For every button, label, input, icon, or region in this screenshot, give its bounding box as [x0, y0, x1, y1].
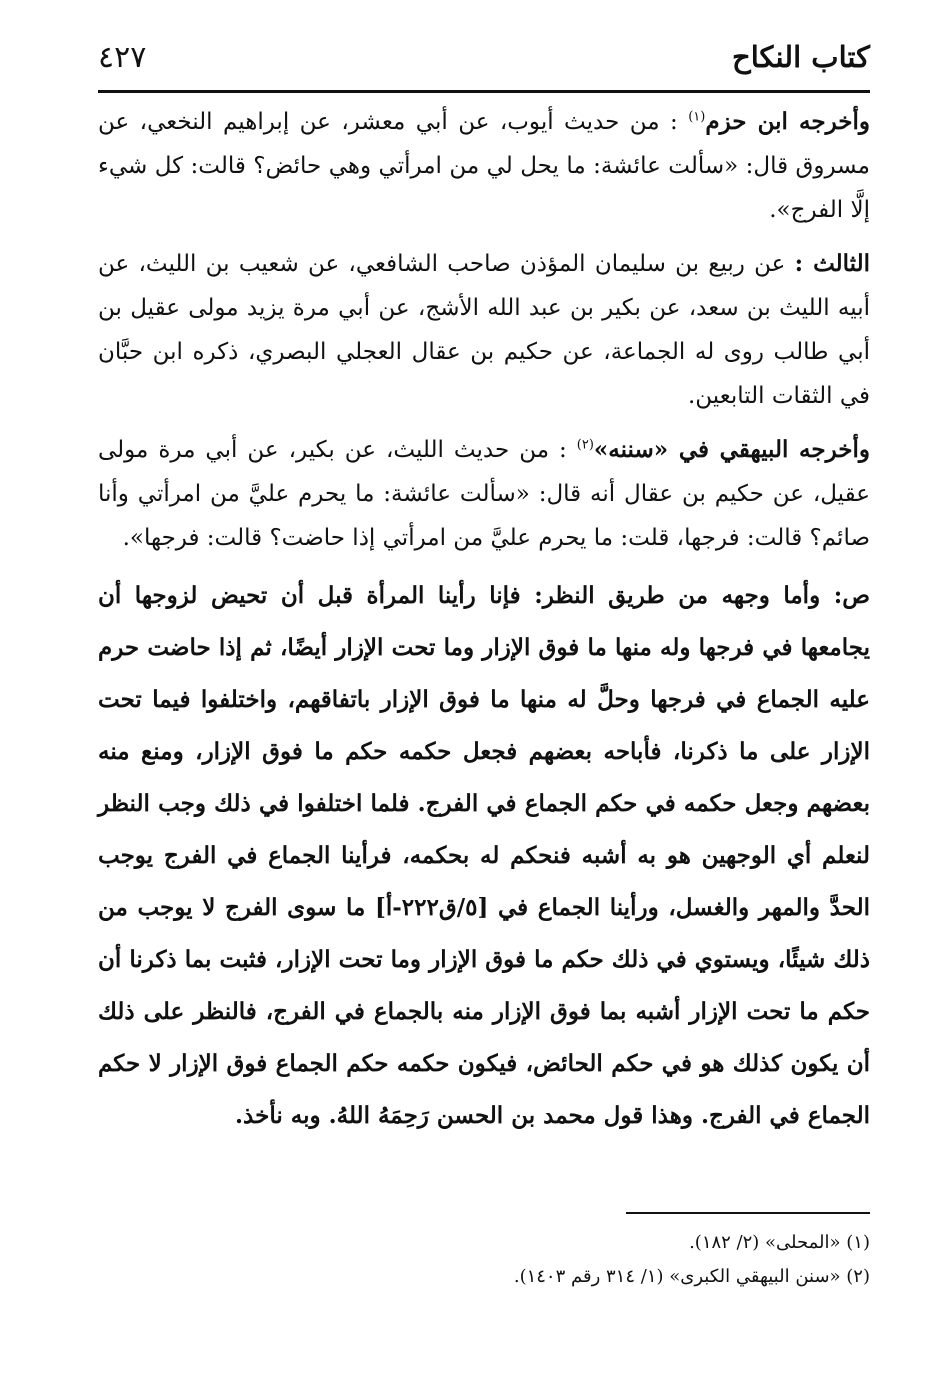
paragraph-text: عن ربيع بن سليمان المؤذن صاحب الشافعي، عن شعيب بن الليث، عن أبيه الليث بن سعد، عن بكير بن عبد الله الأشج، عن أبي مرة يزيد مولى عقيل بن أبي طالب روى له الجماعة، عن حكيم بن عقال العجلي البصري، ذكره ابن حبَّان في الثقات التابعين.: [98, 251, 870, 409]
main-text: [98, 100, 870, 1152]
paragraph-text: : من حديث الليث، عن بكير، عن أبي مرة مولى عقيل، عن حكيم بن عقال أنه قال: «سألت عائشة: ما يحرم عليَّ من امرأتي وأنا صائم؟ قالت: فرجها، قلت: ما يحرم عليَّ من امرأتي إذا حاضت؟ قالت: فرجها».: [98, 437, 870, 551]
footnote-2: (٢) «سنن البيهقي الكبرى» (١/ ٣١٤ رقم ١٤٠٣).: [513, 1266, 870, 1287]
header-rule: [98, 90, 870, 93]
footnote-rule: [626, 1212, 870, 1214]
paragraph-bayhaqi: [98, 428, 870, 560]
footnote-ref: (٢): [576, 437, 594, 453]
paragraph-lead: وأخرجه ابن حزم: [705, 108, 870, 135]
paragraph-text: : من حديث أيوب، عن أبي معشر، عن إبراهيم النخعي، عن مسروق قال: «سألت عائشة: ما يحل لي من امرأتي وهي حائض؟ قالت: كل شيء إلَّا الفرج».: [98, 109, 870, 223]
footnote-ref: (١): [688, 109, 706, 125]
paragraph-main-text: [98, 570, 870, 1142]
footnotes: [98, 1226, 870, 1294]
paragraph-text: وأما وجهه من طريق النظر: فإنا رأينا المرأة قبل أن تحيض لزوجها أن يجامعها في فرجها وله منها ما فوق الإزار وما تحت الإزار أيضًا، ثم إذا حاضت حرم عليه الجماع في فرجها وحلَّ له منها ما فوق الإزار باتفاقهم، واختلفوا فيما تحت الإزار على ما ذكرنا، فأباحه بعضهم فجعل حكمه حكم ما فوق الإزار، ومنع منه بعضهم وجعل حكمه في حكم الجماع في الفرج. فلما اختلفوا في ذلك وجب النظر لنعلم أي الوجهين هو به أشبه فنحكم له بحكمه، فرأينا الجماع في الفرج يوجب الحدَّ والمهر والغسل، ورأينا الجماع في [٥/ق٢٢٢-أ] ما سوى الفرج لا يوجب من ذلك شيئًا، ويستوي في ذلك حكم ما فوق الإزار وما تحت الإزار، فثبت بما ذكرنا أن حكم ما تحت الإزار أشبه بما فوق الإزار منه بالجماع في الفرج، فالنظر على ذلك أن يكون كذلك هو في حكم الحائض، فيكون حكمه حكم الجماع فوق الإزار لا حكم الجماع في الفرج. وهذا قول محمد بن الحسن رَحِمَهُ اللهُ. وبه نأخذ.: [98, 582, 870, 1129]
page-header: [98, 40, 870, 92]
footnote-1: (١) «المحلى» (٢/ ١٨٢).: [689, 1232, 870, 1253]
book-title: كتاب النكاح: [731, 40, 870, 74]
paragraph-lead: وأخرجه البيهقي في «سننه»: [593, 436, 871, 463]
paragraph-third: [98, 242, 870, 418]
page-number: ٤٢٧: [98, 40, 147, 75]
paragraph-lead: الثالث :: [794, 250, 871, 277]
paragraph-lead: ص:: [833, 582, 870, 609]
paragraph-ibn-hazm: [98, 100, 870, 232]
